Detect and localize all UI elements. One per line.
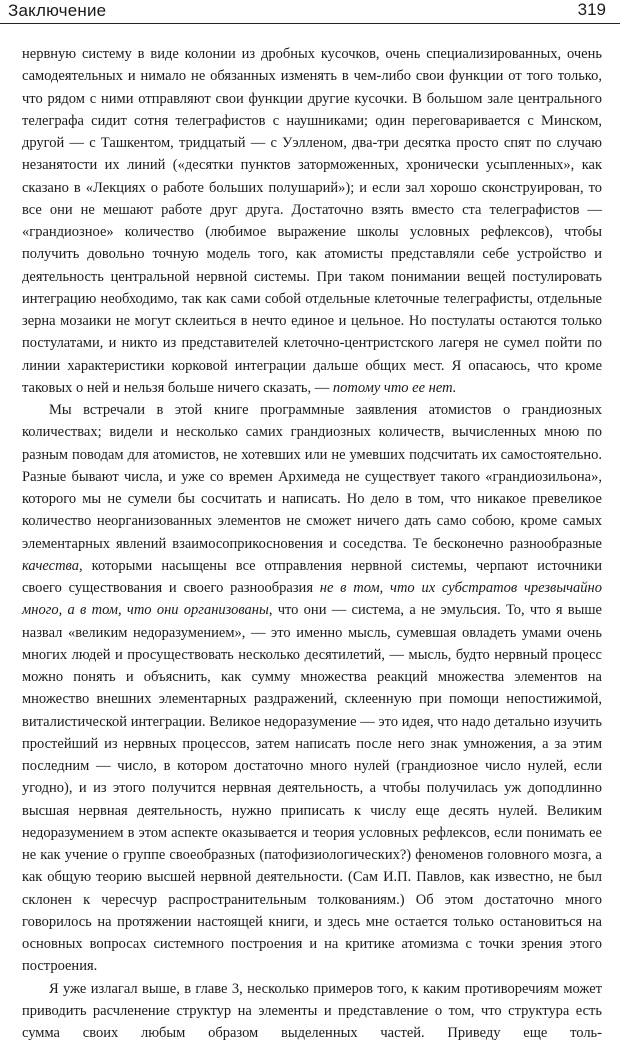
paragraph-1-emphasis: потому что ее нет. [333,380,456,396]
paragraph-2-text-b: , которыми насыщены все отправления нервной системы, черпают источники своего существования и своего разнообразия [22,558,602,596]
page-header [0,0,620,26]
page-number: 319 [578,0,606,20]
paragraph-3-text: Я уже излагал выше, в главе 3, несколько примеров того, к каким противоречиям может приводить расчленение структур на элементы и представление о том, что структура есть сумма своих любым образом выделенных частей. Приведу еще толь- [22,981,602,1042]
paragraph-2-emphasis-qualities: качества [22,558,79,574]
paragraph-1-text: нервную систему в виде колонии из дробных кусочков, очень специализированных, очень самодеятельных и нимало не обязанных изменять в чем-либо свои функции от того только, что рядом с ними отправляют свои функции другие кусочки. В большом зале центрального телеграфа сидит сотня телеграфистов с наушниками; один переговаривается с Минском, другой — с Ташкентом, тридцатый — с Уэлленом, два-три десятка просто спят по случаю незанятости их линий («десятки пунктов заторможенных, хронически усыпленных», как сказано в «Лекциях о работе больших полушарий»); и если зал хорошо сконструирован, то все они не мешают работе друг друга. Достаточно взять вместо ста телеграфистов — «грандиозное» количество (любимое выражение школы условных рефлексов), чтобы получить довольно точную модель того, как атомисты представляли себе устройство и деятельность центральной нервной системы. При таком понимании вещей постулировать интеграцию необходимо, так как сами собой отдельные клеточные телеграфисты, отдельные зерна мозаики не могут склеиться в нечто единое и цельное. Но постулаты остаются только постулатами, и никто из представителей клеточно-центристского лагеря не сумел пойти по линии характеристики корковой интеграции дальше общих мест. Я опасаюсь, что кроме таковых о ней и нельзя больше ничего сказать, — [22,46,602,396]
paragraph-2-text-c: , что они — система, а не эмульсия. То, что я выше назвал «великим недоразумением», — это именно мысль, сумевшая овладеть умами очень многих людей и просуществовать несколько десятилетий, — мысль, будто нервный процесс можно понять и объяснить, как сумму множества реакций множества элементов на множество внешних элементарных раздражений, склеенную при помощи непостижимой, виталистической интеграции. Великое недоразумение — это идея, что надо детально изучить простейший из нервных процессов, затем написать после него знак умножения, а за этим последним — число, в котором достаточно много нулей (грандиозное число нулей, если угодно), и из этого получится нервная деятельность, а чтобы получилась уж доподлинно высшая нервная деятельность, нужно приписать к числу еще десять нулей. Великим недоразумением в этом аспекте оказывается и теория условных рефлексов, если понимать ее не как учение о группе своеобразных (патофизиологических?) феноменов головного мозга, а как общую теорию высшей нервной деятельности. (Сам И.П. Павлов, как известно, не был склонен к чересчур распространительным толкованиям.) Об этом достаточно много говорилось на протяжении настоящей книги, и здесь мне остается только остановиться на основных вопросах системного построения и на критике атомизма с точки зрения этого построения. [22,602,602,974]
paragraph-2 [22,399,602,978]
header-rule [0,23,620,24]
paragraph-3 [22,978,602,1044]
body-text [22,43,602,1044]
paragraph-2-emphasis-organized: не в том, что их субстратов чрезвычайно много, а в том, что они организованы [22,580,602,618]
paragraph-1 [22,43,602,399]
running-title: Заключение [8,1,106,21]
paragraph-2-text-a: Мы встречали в этой книге программные заявления атомистов о грандиозных количествах; видели и несколько самих грандиозных количеств, вычисленных мною по разным поводам для атомистов, не хотевших или не умевших подсчитать их самостоятельно. Разные бывают числа, и уже со времен Архимеда не существует такого «грандиозильона», которого мы не сумели бы сосчитать и написать. Но дело в том, что никакое превеликое количество неорганизованных элементов не сможет ничего дать само собою, кроме самых элементарных явлений взаимосоприкосновения и соседства. Те бесконечно разнообразные [22,402,602,552]
